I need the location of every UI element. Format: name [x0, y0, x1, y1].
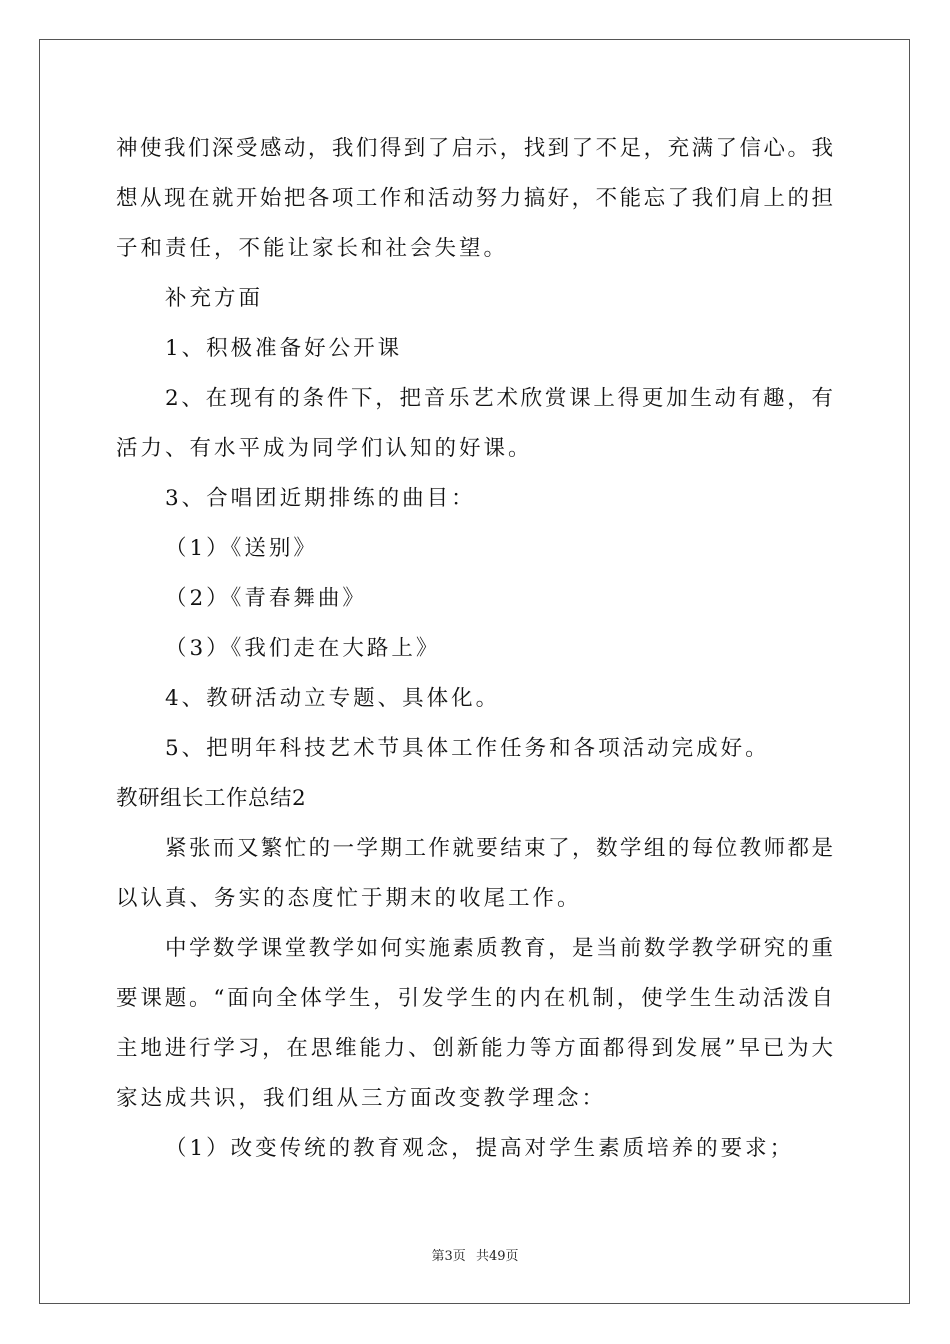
paragraph-line: 要课题。“面向全体学生，引发学生的内在机制，使学生生动活泼自 [116, 986, 833, 1011]
song-item: （1）《送别》 [165, 536, 318, 561]
paragraph-line: 以认真、务实的态度忙于期末的收尾工作。 [116, 886, 582, 911]
section-title: 教研组长工作总结2 [116, 786, 307, 811]
list-item: 3、合唱团近期排练的曲目： [165, 486, 476, 511]
paragraph-line: 神使我们深受感动，我们得到了启示，找到了不足，充满了信心。我 [116, 136, 833, 161]
section-heading: 补充方面 [165, 286, 264, 311]
page-number: 第3页 [431, 1249, 466, 1264]
list-item: （1）改变传统的教育观念，提高对学生素质培养的要求； [165, 1136, 795, 1161]
list-item: 2、在现有的条件下，把音乐艺术欣赏课上得更加生动有趣，有 [165, 386, 833, 411]
paragraph-line: 子和责任，不能让家长和社会失望。 [116, 236, 509, 261]
list-item: 1、积极准备好公开课 [165, 336, 403, 361]
page-total: 共49页 [475, 1249, 519, 1264]
song-item: （2）《青春舞曲》 [165, 586, 367, 611]
page-footer [0, 1245, 950, 1264]
paragraph-line: 家达成共识，我们组从三方面改变教学理念： [116, 1086, 607, 1111]
paragraph-line: 中学数学课堂教学如何实施素质教育，是当前数学教学研究的重 [165, 936, 833, 961]
list-item: 5、把明年科技艺术节具体工作任务和各项活动完成好。 [165, 736, 770, 761]
paragraph-line: 紧张而又繁忙的一学期工作就要结束了，数学组的每位教师都是 [165, 836, 833, 861]
paragraph-line: 想从现在就开始把各项工作和活动努力搞好，不能忘了我们肩上的担 [116, 186, 833, 211]
list-item-continuation: 活力、有水平成为同学们认知的好课。 [116, 436, 533, 461]
song-item: （3）《我们走在大路上》 [165, 636, 441, 661]
list-item: 4、教研活动立专题、具体化。 [165, 686, 501, 711]
paragraph-line: 主地进行学习，在思维能力、创新能力等方面都得到发展”早已为大 [116, 1036, 833, 1061]
